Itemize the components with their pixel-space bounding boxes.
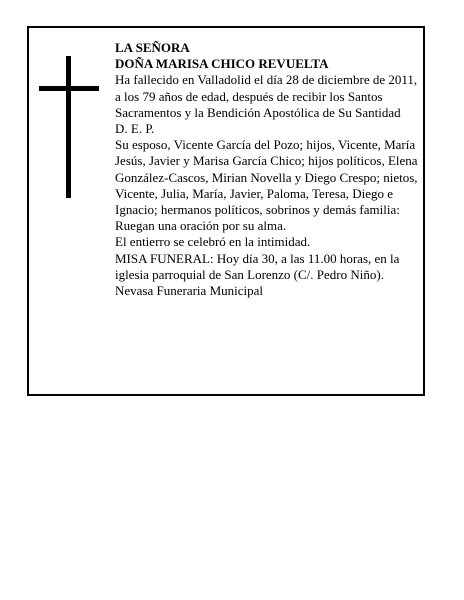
obituary-notice (27, 26, 425, 396)
death-info: Ha fallecido en Valladolid el día 28 de diciembre de 2011, a los 79 años de edad, después de recibir los Santos Sacramentos y la Bendición Apostólica de Su Santidad (115, 72, 418, 120)
rip-line: D. E. P. (115, 121, 155, 137)
family-list: Su esposo, Vicente García del Pozo; hijos, Vicente, María Jesús, Javier y Marisa García Chico; hijos políticos, Elena González-Cascos, Mirian Novella y Diego Crespo; nietos, Vicente, Julia, María, Javier, Paloma, Teresa, Diego e Ignacio; hermanos políticos, sobrinos y demás familia: (115, 137, 418, 218)
cross-horizontal-bar (39, 86, 99, 91)
cross-vertical-bar (66, 56, 71, 198)
funeral-mass-info: MISA FUNERAL: Hoy día 30, a las 11.00 horas, en la iglesia parroquial de San Lorenzo (C/. Pedro Niño). (115, 250, 400, 282)
notice-title: LA SEÑORA (115, 40, 190, 55)
burial-info: El entierro se celebró en la intimidad. (115, 234, 311, 250)
obituary-text (115, 40, 419, 299)
prayer-request: Ruegan una oración por su alma. (115, 218, 287, 234)
cross-icon (39, 56, 99, 198)
deceased-name: DOÑA MARISA CHICO REVUELTA (115, 56, 329, 72)
funeral-home: Nevasa Funeraria Municipal (115, 283, 264, 299)
